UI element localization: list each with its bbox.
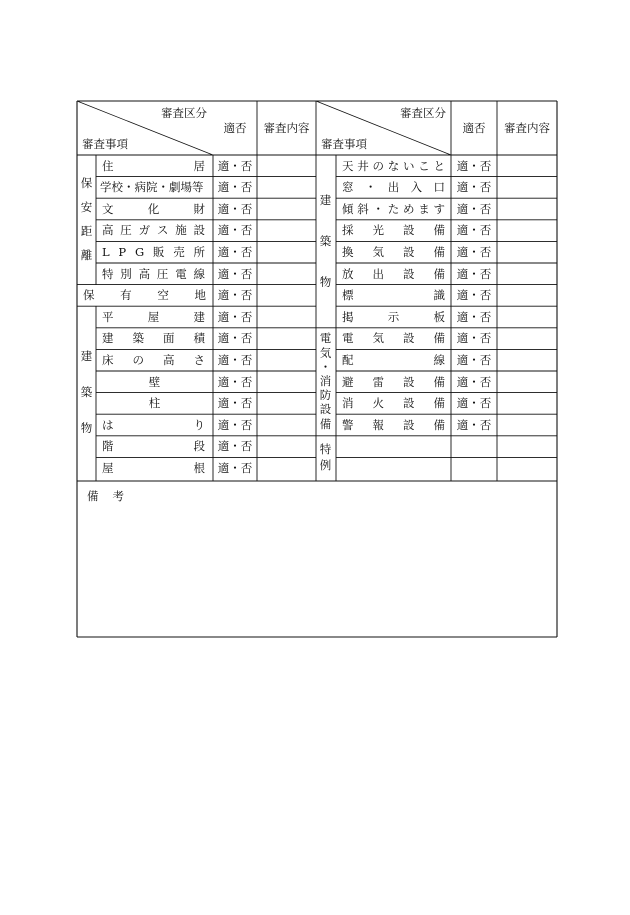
mark-left-3: 適・否 (217, 223, 253, 238)
group-denki-shobo-char: 設 (319, 402, 332, 417)
char: 配 (342, 352, 354, 367)
item-hoyu-kuchi (83, 290, 206, 302)
char: 線 (433, 352, 445, 367)
char: 掲 (342, 309, 354, 324)
char: た (387, 201, 400, 216)
mark-left-14: 適・否 (217, 460, 253, 475)
char: め (403, 201, 415, 216)
char: 設 (403, 417, 415, 432)
item-kenchiku-right-3 (342, 225, 445, 237)
mark-right-2: 適・否 (456, 201, 492, 216)
char: さ (193, 352, 205, 367)
group-hoan-kyori-char: 距 (80, 224, 93, 239)
mark-left-0: 適・否 (217, 158, 253, 173)
group-hoan-kyori (77, 165, 96, 275)
char: 光 (372, 223, 384, 238)
char: の (372, 158, 384, 173)
mark-left-2: 適・否 (217, 201, 253, 216)
char: ガ (138, 223, 151, 238)
group-denki-shobo-char: 備 (319, 416, 332, 431)
char: 天 (342, 158, 354, 173)
mark-right-12: 適・否 (456, 417, 492, 432)
char: 備 (433, 244, 445, 259)
group-kenchiku-left (77, 326, 96, 459)
header-naiyo-left: 審査内容 (263, 121, 310, 135)
char: 特 (102, 266, 114, 281)
item-denki-4 (342, 417, 445, 432)
char: 圧 (120, 223, 132, 238)
item-kenchiku-left-1 (102, 333, 205, 345)
char: 高 (102, 223, 114, 238)
char: 避 (342, 374, 354, 389)
char: ・ (364, 180, 377, 195)
group-denki-shobo-char: 電 (319, 331, 332, 346)
item-denki-0 (342, 333, 445, 345)
group-kenchiku-left-char: 建 (80, 348, 93, 363)
char: 設 (403, 396, 415, 411)
group-kenchiku-left-char: 物 (80, 420, 93, 435)
char: 換 (342, 244, 354, 259)
item-denki-2 (342, 374, 445, 389)
mark-left-11: 適・否 (217, 396, 253, 411)
char: 階 (102, 439, 114, 454)
char: と (433, 158, 445, 173)
item-hoan-1: 学校・病院・劇場等 (100, 180, 204, 195)
char: 示 (387, 309, 400, 324)
char: 設 (403, 266, 415, 281)
char: 建 (193, 309, 205, 324)
char: 設 (403, 244, 415, 259)
item-kenchiku-left-2 (102, 352, 205, 367)
group-tokurei-char: 特 (319, 441, 332, 456)
group-tokurei-char: 例 (319, 457, 332, 472)
char: 警 (342, 417, 354, 432)
char: 圧 (156, 266, 169, 281)
mark-right-11: 適・否 (456, 396, 492, 411)
char: 段 (193, 439, 205, 454)
item-kenchiku-right-6 (342, 290, 445, 302)
char: 標 (342, 288, 354, 303)
char: 報 (372, 417, 384, 432)
char: 売 (173, 244, 185, 259)
char: 備 (433, 417, 445, 432)
char: 面 (163, 331, 175, 346)
group-denki-shobo (316, 331, 335, 433)
char: 設 (193, 223, 205, 238)
char: 築 (132, 331, 144, 346)
char: 窓 (342, 180, 354, 195)
char: 井 (357, 158, 369, 173)
mark-left-6: 適・否 (217, 288, 253, 303)
char: 屋 (102, 460, 114, 475)
char: 高 (138, 266, 151, 281)
char: 平 (102, 309, 114, 324)
char: 設 (403, 223, 415, 238)
item-hoan-0 (102, 158, 205, 173)
mark-right-7: 適・否 (456, 309, 492, 324)
char: い (403, 158, 415, 173)
mark-right-4: 適・否 (456, 244, 492, 259)
char: 屋 (147, 309, 160, 324)
group-denki-shobo-char: 防 (319, 388, 332, 403)
char: 電 (342, 331, 354, 346)
item-kenchiku-right-4 (342, 244, 445, 259)
item-denki-3 (342, 398, 445, 410)
item-kenchiku-left-3: 壁 (148, 374, 161, 389)
mark-left-9: 適・否 (217, 352, 253, 367)
char: 斜 (357, 201, 369, 216)
char: 建 (102, 331, 114, 346)
char: 入 (410, 180, 423, 195)
char: り (193, 417, 205, 432)
item-kenchiku-left-6 (102, 441, 205, 453)
char: 口 (433, 180, 445, 195)
char: 識 (433, 288, 445, 303)
char: 化 (147, 201, 160, 216)
char: 放 (342, 266, 354, 281)
char: 備 (433, 266, 445, 281)
mark-left-8: 適・否 (217, 331, 253, 346)
header-tekihi-left: 適否 (223, 121, 247, 135)
item-hoan-3 (102, 225, 205, 237)
item-kenchiku-right-5 (342, 266, 445, 281)
group-kenchiku-right (316, 165, 335, 318)
group-kenchiku-right-char: 築 (319, 233, 332, 248)
char: L (102, 244, 110, 259)
mark-right-6: 適・否 (456, 288, 492, 303)
item-kenchiku-right-0 (342, 158, 445, 173)
group-denki-shobo-char: ・ (319, 359, 332, 374)
item-kenchiku-right-7 (342, 309, 445, 324)
header-tekihi-right: 適否 (462, 121, 486, 135)
char: 根 (193, 460, 205, 475)
char: ・ (372, 201, 384, 216)
char: 備 (433, 396, 445, 411)
char: 住 (102, 158, 114, 173)
item-hoan-2 (102, 201, 205, 216)
mark-left-1: 適・否 (217, 180, 253, 195)
char: 別 (120, 266, 132, 281)
char: 文 (102, 201, 114, 216)
mark-left-12: 適・否 (217, 417, 253, 432)
item-kenchiku-right-1 (342, 182, 445, 194)
char: 採 (342, 223, 354, 238)
char: G (134, 244, 145, 259)
item-kenchiku-left-7 (102, 460, 205, 475)
char: P (118, 244, 127, 259)
mark-right-3: 適・否 (456, 223, 492, 238)
group-denki-shobo-char: 気 (319, 345, 332, 360)
char: 出 (387, 180, 400, 195)
header-jiko-left: 審査事項 (82, 137, 128, 151)
mark-left-7: 適・否 (217, 309, 253, 324)
char: 気 (372, 244, 384, 259)
char: 居 (193, 158, 205, 173)
char: 備 (433, 223, 445, 238)
item-kenchiku-left-0 (102, 309, 205, 324)
group-denki-shobo-char: 消 (319, 374, 332, 389)
char: 床 (102, 352, 114, 367)
group-hoan-kyori-char: 安 (80, 199, 93, 214)
char: 傾 (342, 201, 354, 216)
group-hoan-kyori-char: 離 (80, 248, 93, 263)
item-kenchiku-left-5 (102, 417, 205, 432)
item-kenchiku-right-2 (342, 201, 445, 216)
char: 販 (152, 244, 165, 259)
mark-right-5: 適・否 (456, 266, 492, 281)
header-kubun-left: 審査区分 (161, 106, 207, 120)
item-denki-1 (342, 352, 445, 367)
char: 出 (372, 266, 384, 281)
char: 考 (112, 489, 124, 503)
remarks-label (87, 491, 124, 503)
item-kenchiku-left-4: 柱 (148, 396, 161, 411)
group-tokurei (316, 439, 335, 476)
char: 設 (403, 331, 415, 346)
char: 高 (163, 352, 175, 367)
char: 備 (433, 374, 445, 389)
char: の (132, 352, 144, 367)
mark-left-4: 適・否 (217, 244, 253, 259)
char: 所 (193, 244, 205, 259)
char: 施 (175, 223, 187, 238)
mark-right-1: 適・否 (456, 180, 492, 195)
group-hoan-kyori-char: 保 (80, 175, 93, 190)
char: 備 (433, 331, 445, 346)
mark-right-0: 適・否 (456, 158, 492, 173)
item-hoan-5 (102, 266, 205, 281)
header-jiko-right: 審査事項 (321, 137, 367, 151)
group-kenchiku-right-char: 建 (319, 192, 332, 207)
char: 板 (433, 309, 445, 324)
char: な (387, 158, 400, 173)
item-hoan-4 (102, 244, 205, 259)
char: 電 (175, 266, 187, 281)
char: 消 (342, 396, 354, 411)
char: 気 (372, 331, 384, 346)
mark-right-10: 適・否 (456, 374, 492, 389)
mark-right-9: 適・否 (456, 352, 492, 367)
char: 空 (157, 288, 169, 303)
char: 財 (193, 201, 205, 216)
mark-left-13: 適・否 (217, 439, 253, 454)
char: 備 (87, 489, 99, 503)
group-kenchiku-left-char: 築 (80, 384, 93, 399)
header-naiyo-right: 審査内容 (504, 121, 550, 135)
inspection-sheet (77, 101, 557, 637)
char: 積 (193, 331, 205, 346)
char: 設 (403, 374, 415, 389)
char: ス (156, 223, 169, 238)
char: ま (418, 201, 430, 216)
mark-left-5: 適・否 (217, 266, 253, 281)
char: 火 (372, 396, 384, 411)
header-kubun-right: 審査区分 (400, 106, 446, 120)
char: 保 (83, 288, 95, 303)
char: 有 (120, 288, 132, 303)
char: 雷 (372, 374, 384, 389)
group-kenchiku-right-char: 物 (319, 274, 332, 289)
mark-right-8: 適・否 (456, 331, 492, 346)
char: は (102, 417, 114, 432)
char: こ (418, 158, 430, 173)
mark-left-10: 適・否 (217, 374, 253, 389)
char: 地 (194, 288, 206, 303)
char: す (433, 201, 445, 216)
char: 線 (193, 266, 205, 281)
